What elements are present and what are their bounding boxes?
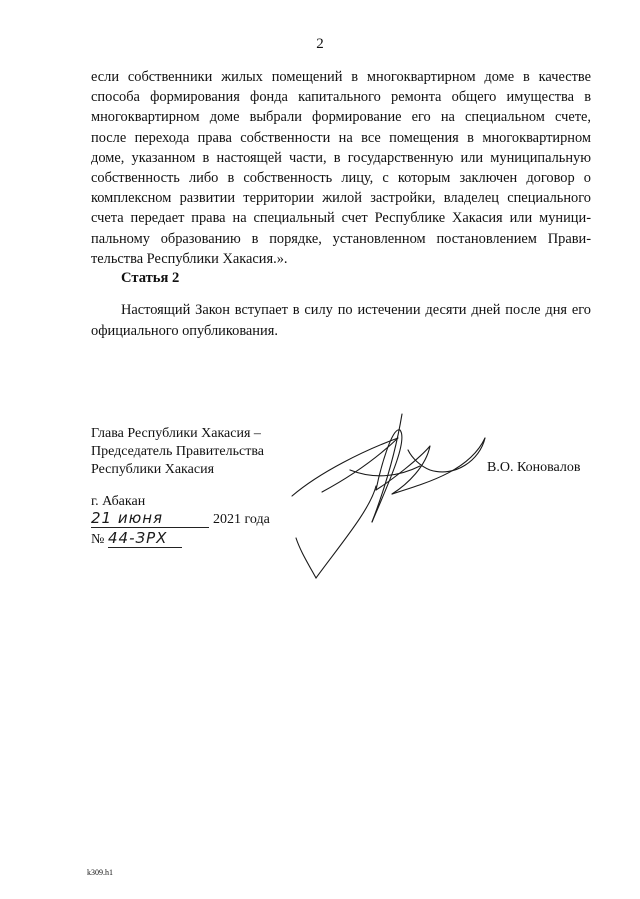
- article-text: [91, 300, 591, 341]
- body-line: после перехода права собственности на все помещения в многоквартирном: [91, 129, 591, 146]
- body-line: если собственники жилых помещений в многоквартирном доме в качестве: [91, 69, 591, 85]
- signatory-title-line: Глава Республики Хакасия –: [91, 426, 261, 441]
- signatory-title-line: Председатель Правительства: [91, 444, 264, 459]
- date-year: 2021 года: [213, 512, 270, 527]
- signatory-title-line: Республики Хакасия: [91, 462, 215, 477]
- body-line: комплексном развитии территории жилой застройки, владелец специального: [91, 190, 591, 207]
- handwritten-law-number: 44-ЗРХ: [108, 529, 182, 548]
- city-name: г. Абакан: [91, 494, 146, 509]
- handwritten-signature: [280, 410, 490, 580]
- article-line: Настоящий Закон вступает в силу по истечении десяти дней после дня его: [121, 302, 591, 318]
- body-line: собственность либо в собственность лицу, с которым заключен договор о: [91, 170, 591, 187]
- body-line: многоквартирном доме выбрали формирование его на специальном счете,: [91, 109, 591, 126]
- article-title: Статья 2: [121, 270, 180, 286]
- signer-name: В.О. Коновалов: [487, 460, 581, 475]
- number-sign: №: [91, 532, 105, 547]
- article-line: официального опубликования.: [91, 322, 278, 339]
- law-number-line: [91, 529, 211, 552]
- body-line: способа формирования фонда капитального ремонта общего имущества в: [91, 89, 591, 106]
- body-line: тельства Республики Хакасия.».: [91, 250, 288, 267]
- footer-code: k309.h1: [87, 868, 113, 877]
- body-paragraph: [91, 67, 591, 269]
- body-line: пальному образованию в порядке, установленном постановлением Прави-: [91, 230, 591, 247]
- signatory-title: [91, 425, 264, 479]
- body-line: доме, указанном в настоящей части, в государственную или муниципальную: [91, 149, 591, 166]
- body-line: счета передает права на специальный счет Республике Хакасия или муници-: [91, 210, 591, 227]
- page-number: 2: [316, 36, 324, 52]
- handwritten-date: 21 июня: [91, 509, 209, 528]
